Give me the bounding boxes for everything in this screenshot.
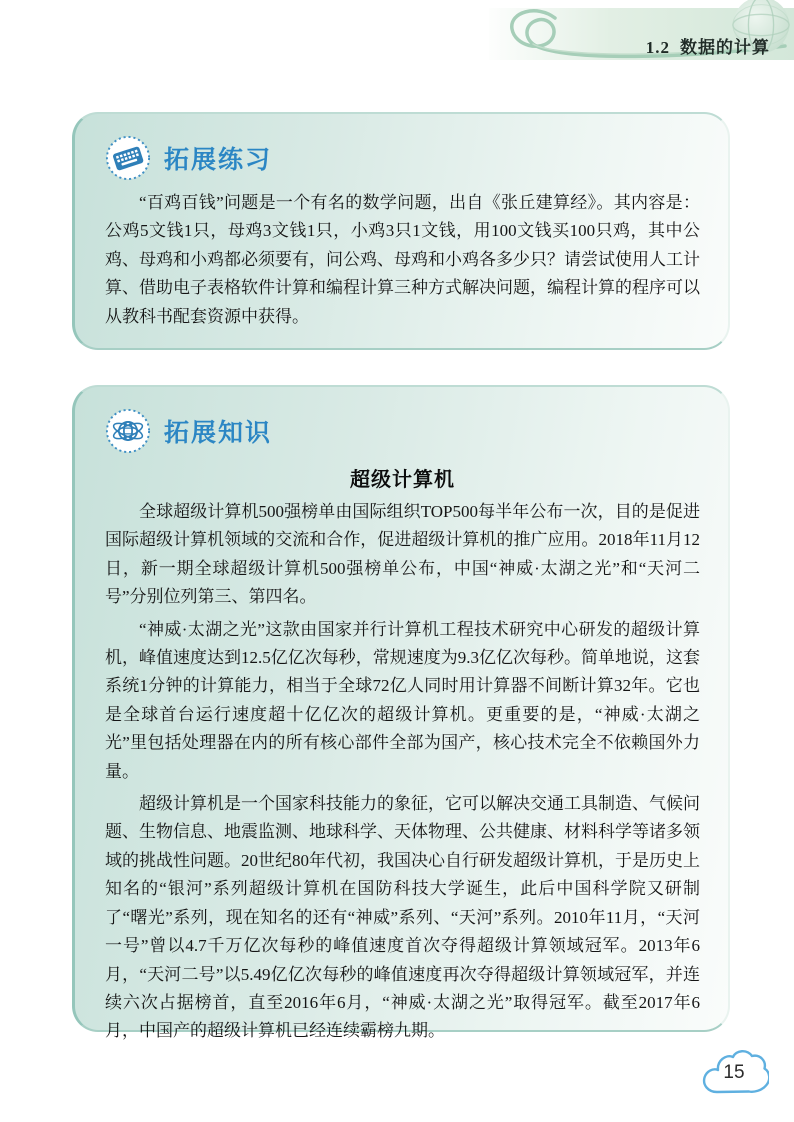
knowledge-paragraph-3: 超级计算机是一个国家科技能力的象征，它可以解决交通工具制造、气候问题、生物信息、地震监测、地球科学、天体物理、公共健康、材料科学等诸多领域的挑战性问题。20世纪80年代初，我国决心自行研发超级计算机，于是历史上知名的“银河”系列超级计算机在国防科技大学诞生，此后中国科学院又研制了“曙光”系列，现在知名的还有“神威”系列、“天河”系列。2010年11月，“天河一号”曾以4.7千万亿次每秒的峰值速度首次夺得超级计算领域冠军。2013年6月，“天河二号”以5.49亿亿次每秒的峰值速度再次夺得超级计算领域冠军，并连续六次占据榜首，直至2016年6月，“神威·太湖之光”取得冠军。截至2017年6月，中国产的超级计算机已经连续霸榜九期。 bbox=[105, 794, 700, 1041]
practice-box bbox=[72, 112, 730, 350]
section-number: 1.2 bbox=[645, 38, 670, 57]
knowledge-box-title-row bbox=[105, 407, 700, 455]
page-number: 15 bbox=[723, 1062, 745, 1083]
knowledge-paragraph-1: 全球超级计算机500强榜单由国际组织TOP500每半年公布一次，目的是促进国际超级计算机领域的交流和合作，促进超级计算机的推广应用。2018年11月12日，新一期全球超级计算机500强榜单公布，中国“神威·太湖之光”和“天河二号”分别位列第三、第四名。 bbox=[105, 502, 700, 607]
practice-box-title: 拓展练习 bbox=[164, 146, 273, 174]
page-header bbox=[489, 8, 794, 60]
knowledge-box-title: 拓展知识 bbox=[164, 419, 273, 447]
section-header bbox=[646, 33, 770, 58]
section-title: 数据的计算 bbox=[680, 38, 770, 57]
article-heading: 超级计算机 bbox=[350, 469, 455, 491]
practice-box-body: “百鸡百钱”问题是一个有名的数学问题，出自《张丘建算经》。其内容是：公鸡5文钱1只，母鸡3文钱1只，小鸡3只1文钱，用100文钱买100只鸡，其中公鸡、母鸡和小鸡都必须要有，问公鸡、母鸡和小鸡各多少只？请尝试使用人工计算、借助电子表格软件计算和编程计算三种方式解决问题，编程计算的程序可以从教科书配套资源中获得。 bbox=[105, 193, 700, 326]
practice-box-title-row bbox=[105, 134, 700, 182]
globe-orbit-icon bbox=[105, 408, 151, 454]
keyboard-icon bbox=[105, 135, 151, 181]
knowledge-box bbox=[72, 385, 730, 1041]
page-number-cloud bbox=[699, 1046, 769, 1102]
knowledge-paragraph-2: “神威·太湖之光”这款由国家并行计算机工程技术研究中心研发的超级计算机，峰值速度达到12.5亿亿次每秒，常规速度为9.3亿亿次每秒。简单地说，这套系统1分钟的计算能力，相当于全球72亿人同时用计算器不间断计算32年。它也是全球首台运行速度超十亿亿次的超级计算机。更重要的是，“神威·太湖之光”里包括处理器在内的所有核心部件全部为国产，核心技术完全不依赖国外力量。 bbox=[105, 619, 700, 781]
